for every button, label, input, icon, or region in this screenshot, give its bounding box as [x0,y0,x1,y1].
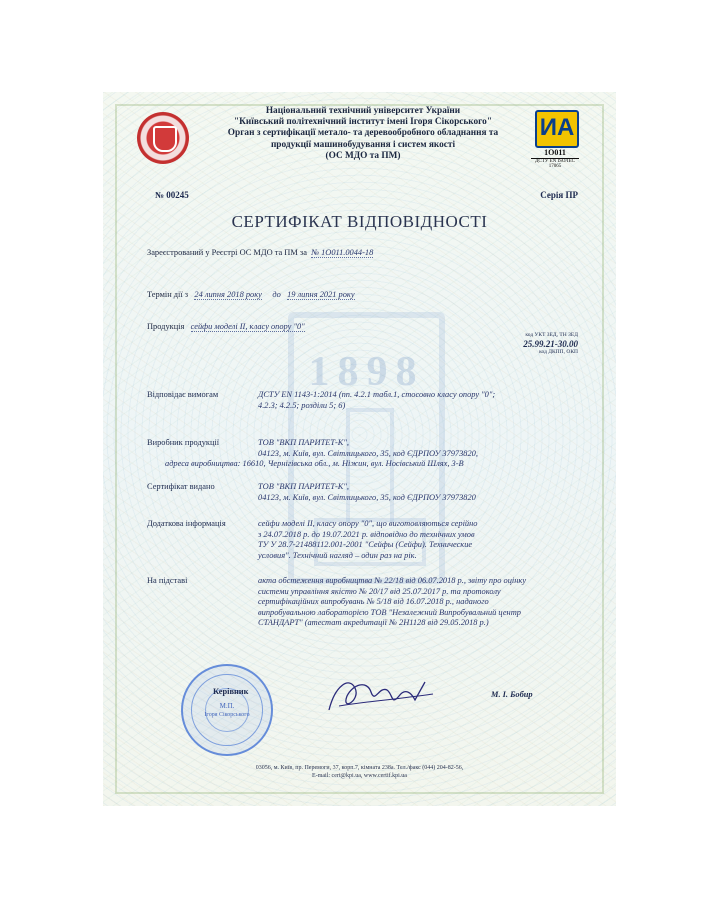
basis-label: На підставі [147,576,188,585]
registry-row [147,248,373,259]
certificate-series: Серія ПР [540,190,578,200]
issuer-header [198,106,528,162]
watermark-year: 1898 [308,349,425,395]
head-label: Керівник [213,687,249,696]
header-line-3: Орган з сертифікації метало- та деревообробного обладнання та [227,128,499,139]
code-label-1: код УКТ ЗЕД, ТН ЗЕД [525,332,578,338]
additional-label: Додаткова інформація [147,519,226,528]
issued-label: Сертифікат видано [147,482,215,491]
requirements-value [258,390,495,411]
product-codes [523,332,578,356]
header-line-1: Національний технічний університет України [265,106,461,116]
stamp-name: Ігоря Сікорського [204,712,250,718]
basis-line-1: акта обстеження виробництва № 22/18 від 06.07.2018 р., звіту про оцінку [258,576,527,585]
basis-line-4: випробувальною лабораторією ТОВ "Незалежний Випробувальний центр [258,607,521,617]
certificate-title: СЕРТИФІКАТ ВІДПОВІДНОСТІ [231,212,488,231]
manufacturer-line-2: 04123, м. Київ, вул. Світлицького, 35, код ЄДРПОУ 37973820, [258,448,478,458]
issued-value [258,482,476,503]
product-value: сейфи моделі II, класу опору "0" [190,322,305,331]
certificate-number: № 00245 [155,190,189,200]
header-line-2: "Київський політехнічний інститут імені Ігоря Сікорського" [234,117,492,128]
basis-line-3: сертифікаційних випробувань № 5/18 від 16.07.2018 р., наданого [258,597,489,606]
issuer-footer [103,764,616,780]
signer-name: М. І. Бобир [491,690,533,699]
code-label-2: код ДКПП, ОКП [539,349,578,355]
badge-standard: ДСТУ EN ISO/IEC 17065 [531,158,579,169]
header-line-5: (ОС МДО та ПМ) [325,150,401,161]
issued-line-1: ТОВ "ВКП ПАРИТЕТ-К", [258,482,349,491]
basis-value [258,576,526,629]
additional-line-4: условия". Технічний нагляд – один раз на рік. [258,550,417,560]
manufacturer-line-1: ТОВ "ВКП ПАРИТЕТ-К", [258,438,349,447]
term-to: 19 липня 2021 року [287,290,355,299]
official-stamp [181,664,273,756]
footer-contacts: E-mail: cert@kpi.ua, www.certif.kpi.ua [312,773,407,779]
header-line-4: продукції машинобудування і систем якості [270,139,456,150]
product-code: 25.99.21-30.00 [523,339,578,349]
term-from: 24 липня 2018 року [194,290,262,299]
additional-line-3: ТУ У 28.7-21488112.001-2001 "Сейфы (Сейфи). Технические [258,540,473,549]
product-label: Продукція [147,322,185,331]
product-row [147,322,305,333]
requirements-label: Відповідає вимогам [147,390,219,399]
stamp-mp: М.П. [219,702,235,710]
manufacturer-value [258,438,478,459]
basis-line-2: системи управління якістю № 20/17 від 25.07.2017 р. та протоколу [258,586,501,596]
additional-line-1: сейфи моделі II, класу опору "0", що виготовляються серійно [258,519,478,528]
basis-line-5: СТАНДАРТ" (атестат акредитації № 2Н1128 від 29.05.2018 р.) [258,618,489,627]
badge-glyph: ИА [539,114,575,141]
manufacturer-address-row [165,459,464,470]
requirements-line-2: 4.2.3; 4.2.5; розділи 5; 6) [258,400,346,410]
certificate-sheet [103,92,616,806]
requirements-line-1: ДСТУ EN 1143-1:2014 (пп. 4.2.1 табл.1, стосовно класу опору "0"; [258,390,496,399]
additional-line-2: з 24.07.2018 р. до 19.07.2021 р. відповідно до технічних умов [258,529,475,539]
registry-label: Зареєстрований у Реєстрі ОС МДО та ПМ за [147,248,307,257]
signature-icon [321,666,451,726]
registry-value: № 1O011.0044-18 [311,248,374,257]
university-logo-icon [137,112,189,164]
issued-line-2: 04123, м. Київ, вул. Світлицького, 35, код ЄДРПОУ 37973820 [258,492,476,502]
term-to-label: до [272,290,281,299]
address-label: адреса виробництва: [165,459,241,468]
manufacturer-label: Виробник продукції [147,438,220,447]
additional-value [258,519,477,561]
term-label: Термін дії з [147,290,189,299]
address-value: 16610, Чернігівська обл., м. Ніжин, вул. Носівський Шлях, 3-В [242,459,464,468]
badge-code: 1O011 [544,148,566,157]
term-row [147,290,355,301]
footer-address: 03056, м. Київ, пр. Перемоги, 37, корп.7, кімната 238а. Тел./факс (044) 204-82-56, [255,765,464,771]
accreditation-badge-icon [535,110,579,148]
